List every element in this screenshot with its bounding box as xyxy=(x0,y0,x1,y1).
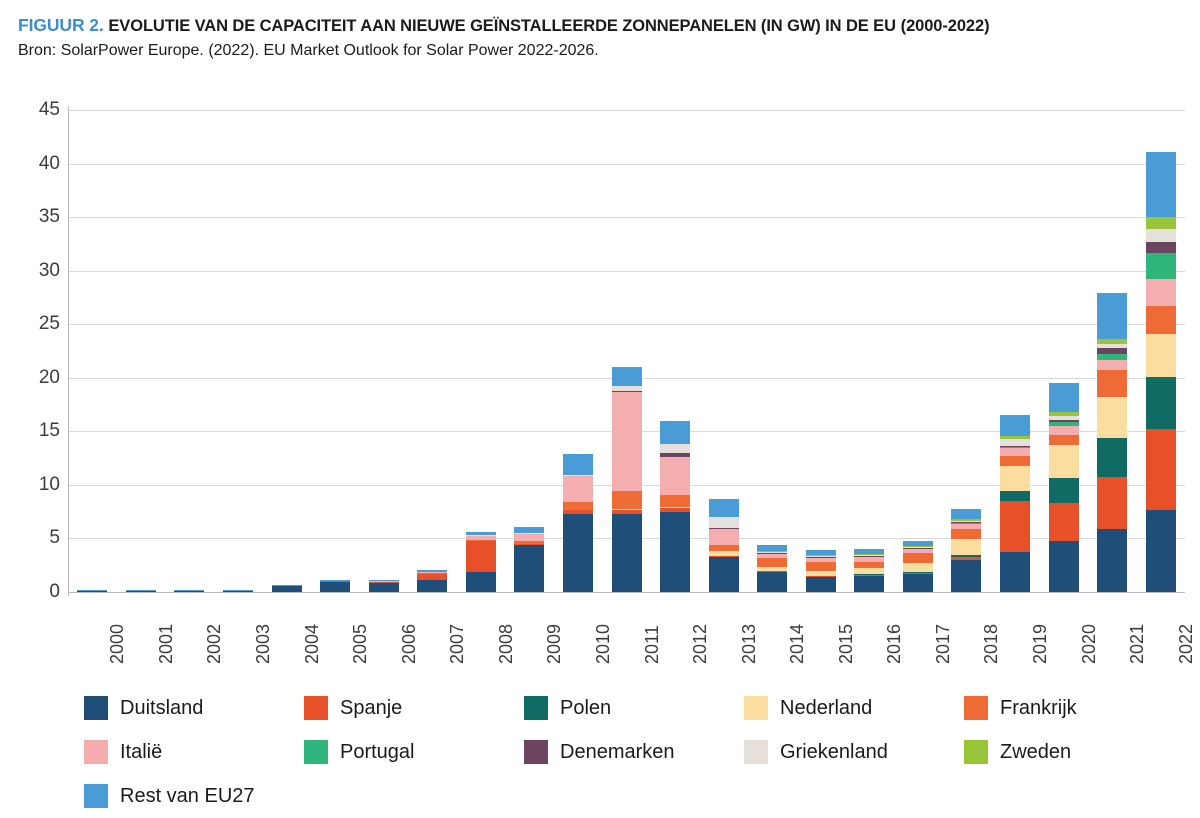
x-tick-2014: 2014 xyxy=(787,623,808,664)
y-tick-25: 25 xyxy=(38,313,60,335)
bar-segment-frankrijk-2010 xyxy=(563,502,593,509)
bar-segment-nederland-2018 xyxy=(951,539,981,555)
legend-swatch-icon xyxy=(744,696,768,720)
bar-segment-rest-van-eu27-2018 xyxy=(951,509,981,519)
legend-item-nederland[interactable] xyxy=(744,686,964,730)
bar-segment-polen-2022 xyxy=(1146,377,1176,429)
legend-swatch-icon xyxy=(84,696,108,720)
bar-segment-itali--2010 xyxy=(563,476,593,502)
bar-segment-spanje-2008 xyxy=(466,541,496,572)
legend-swatch-icon xyxy=(524,696,548,720)
legend-swatch-icon xyxy=(964,696,988,720)
bar-segment-nederland-2019 xyxy=(1000,466,1030,492)
bar-segment-rest-van-eu27-2010 xyxy=(563,454,593,474)
legend-label: Rest van EU27 xyxy=(120,784,255,807)
bar-segment-spanje-2020 xyxy=(1049,503,1079,540)
x-tick-2019: 2019 xyxy=(1030,623,1051,664)
x-tick-2004: 2004 xyxy=(301,623,322,664)
bar-segment-frankrijk-2011 xyxy=(612,491,642,508)
bar-segment-duitsland-2011 xyxy=(612,514,642,592)
bar-column-2014 xyxy=(757,545,787,592)
legend-label: Italië xyxy=(120,740,163,763)
legend-item-duitsland[interactable] xyxy=(84,686,304,730)
bar-column-2020 xyxy=(1049,383,1079,592)
bar-segment-frankrijk-2012 xyxy=(660,495,690,507)
bar-segment-frankrijk-2020 xyxy=(1049,435,1079,446)
bar-segment-itali--2013 xyxy=(709,529,739,545)
bar-column-2013 xyxy=(709,499,739,592)
bar-column-2001 xyxy=(126,590,156,592)
bar-segment-rest-van-eu27-2013 xyxy=(709,499,739,517)
legend-label: Portugal xyxy=(340,740,415,763)
x-tick-2011: 2011 xyxy=(641,625,662,664)
bar-column-2018 xyxy=(951,509,981,592)
y-tick-35: 35 xyxy=(38,206,60,228)
bar-segment-duitsland-2003 xyxy=(223,591,253,592)
bar-segment-itali--2012 xyxy=(660,457,690,496)
bar-column-2016 xyxy=(854,549,884,592)
bar-segment-itali--2021 xyxy=(1097,360,1127,370)
bar-column-2004 xyxy=(272,585,302,592)
legend-label: Polen xyxy=(560,696,612,719)
legend-swatch-icon xyxy=(84,784,108,808)
legend-item-polen[interactable] xyxy=(524,686,744,730)
bar-segment-duitsland-2005 xyxy=(320,582,350,592)
legend-item-portugal[interactable] xyxy=(304,730,524,774)
bar-segment-duitsland-2014 xyxy=(757,572,787,592)
legend-item-spanje[interactable] xyxy=(304,686,524,730)
bar-segment-duitsland-2010 xyxy=(563,514,593,592)
bar-segment-duitsland-2018 xyxy=(951,560,981,592)
bar-segment-itali--2022 xyxy=(1146,279,1176,306)
legend-swatch-icon xyxy=(84,740,108,764)
bar-segment-frankrijk-2022 xyxy=(1146,306,1176,334)
bar-segment-rest-van-eu27-2020 xyxy=(1049,383,1079,412)
bar-column-2002 xyxy=(174,590,204,592)
bar-segment-griekenland-2022 xyxy=(1146,229,1176,242)
bar-column-2000 xyxy=(77,590,107,592)
bar-segment-nederland-2021 xyxy=(1097,397,1127,438)
bar-segment-duitsland-2007 xyxy=(417,580,447,592)
bar-segment-itali--2011 xyxy=(612,392,642,492)
bar-segment-denemarken-2022 xyxy=(1146,242,1176,253)
bar-segment-rest-van-eu27-2011 xyxy=(612,367,642,386)
legend-label: Griekenland xyxy=(780,740,888,763)
bar-segment-polen-2021 xyxy=(1097,438,1127,478)
x-tick-2015: 2015 xyxy=(835,623,856,664)
legend-swatch-icon xyxy=(524,740,548,764)
legend-swatch-icon xyxy=(304,740,328,764)
bar-segment-nederland-2022 xyxy=(1146,334,1176,377)
bar-segment-nederland-2020 xyxy=(1049,445,1079,478)
figure-source: Bron: SolarPower Europe. (2022). EU Market Outlook for Solar Power 2022-2026. xyxy=(18,42,599,59)
legend-swatch-icon xyxy=(304,696,328,720)
bar-segment-frankrijk-2018 xyxy=(951,529,981,539)
bar-segment-zweden-2022 xyxy=(1146,217,1176,229)
bar-column-2003 xyxy=(223,590,253,592)
bar-segment-itali--2020 xyxy=(1049,426,1079,435)
bar-column-2015 xyxy=(806,550,836,592)
y-tick-0: 0 xyxy=(49,581,60,602)
bar-segment-duitsland-2019 xyxy=(1000,552,1030,592)
legend-swatch-icon xyxy=(744,740,768,764)
legend-item-frankrijk[interactable] xyxy=(964,686,1184,730)
x-tick-2009: 2009 xyxy=(544,623,565,664)
bar-segment-duitsland-2021 xyxy=(1097,529,1127,592)
bar-segment-rest-van-eu27-2022 xyxy=(1146,152,1176,217)
y-tick-40: 40 xyxy=(38,152,60,174)
bar-segment-itali--2009 xyxy=(514,534,544,541)
x-tick-2001: 2001 xyxy=(155,623,176,664)
bar-segment-duitsland-2015 xyxy=(806,577,836,592)
bar-segment-spanje-2022 xyxy=(1146,429,1176,509)
figure-title-years: (2000-2022) xyxy=(900,17,990,35)
bar-column-2010 xyxy=(563,454,593,592)
x-tick-2022: 2022 xyxy=(1175,623,1196,664)
legend-label: Spanje xyxy=(340,696,403,719)
bar-segment-portugal-2022 xyxy=(1146,253,1176,280)
y-tick-30: 30 xyxy=(38,259,60,281)
chart-legend xyxy=(84,686,1194,818)
bar-column-2008 xyxy=(466,532,496,592)
x-tick-2007: 2007 xyxy=(447,623,468,664)
bar-column-2017 xyxy=(903,541,933,592)
x-tick-2021: 2021 xyxy=(1127,623,1148,664)
bar-segment-itali--2019 xyxy=(1000,448,1030,456)
bar-column-2006 xyxy=(369,580,399,592)
y-tick-45: 45 xyxy=(38,99,60,120)
bar-column-2019 xyxy=(1000,415,1030,592)
bar-segment-frankrijk-2021 xyxy=(1097,370,1127,397)
bar-segment-polen-2019 xyxy=(1000,491,1030,501)
x-tick-2012: 2012 xyxy=(690,623,711,664)
bar-segment-frankrijk-2017 xyxy=(903,553,933,563)
legend-item-itali-[interactable] xyxy=(84,730,304,774)
x-tick-2017: 2017 xyxy=(932,623,953,664)
bar-segment-rest-van-eu27-2012 xyxy=(660,421,690,443)
bar-column-2021 xyxy=(1097,293,1127,592)
bar-series-container xyxy=(68,96,1185,596)
bar-segment-rest-van-eu27-2019 xyxy=(1000,415,1030,436)
figure-title-text: EVOLUTIE VAN DE CAPACITEIT AAN NIEUWE GEÏNSTALLEERDE ZONNEPANELEN (IN GW) IN DE EU xyxy=(108,17,896,35)
bar-column-2011 xyxy=(612,367,642,592)
x-tick-2020: 2020 xyxy=(1078,623,1099,664)
legend-label: Denemarken xyxy=(560,740,675,763)
bar-segment-duitsland-2000 xyxy=(77,591,107,592)
bar-segment-nederland-2017 xyxy=(903,563,933,572)
y-tick-15: 15 xyxy=(38,420,60,442)
bar-segment-polen-2020 xyxy=(1049,478,1079,503)
x-tick-2016: 2016 xyxy=(884,623,905,664)
figure-number: FIGUUR 2. xyxy=(18,15,104,35)
x-tick-2005: 2005 xyxy=(350,623,371,664)
y-axis-tick-labels xyxy=(0,96,60,616)
bar-segment-duitsland-2020 xyxy=(1049,541,1079,592)
bar-segment-duitsland-2012 xyxy=(660,512,690,592)
legend-item-zweden[interactable] xyxy=(964,730,1184,774)
x-tick-2018: 2018 xyxy=(981,623,1002,664)
x-tick-2013: 2013 xyxy=(738,623,759,664)
bar-column-2007 xyxy=(417,570,447,592)
legend-item-denemarken[interactable] xyxy=(524,730,744,774)
bar-segment-spanje-2021 xyxy=(1097,477,1127,528)
y-tick-5: 5 xyxy=(49,527,60,549)
chart-plot-area xyxy=(0,96,1200,664)
bar-segment-duitsland-2017 xyxy=(903,574,933,592)
x-tick-2002: 2002 xyxy=(204,623,225,664)
bar-segment-duitsland-2008 xyxy=(466,572,496,592)
x-tick-2010: 2010 xyxy=(592,623,613,664)
legend-swatch-icon xyxy=(964,740,988,764)
x-tick-2006: 2006 xyxy=(398,623,419,664)
figure-title xyxy=(18,14,1188,37)
bar-segment-frankrijk-2015 xyxy=(806,562,836,572)
bar-segment-rest-van-eu27-2021 xyxy=(1097,293,1127,339)
legend-label: Frankrijk xyxy=(1000,696,1077,719)
x-tick-2000: 2000 xyxy=(107,623,128,664)
legend-label: Duitsland xyxy=(120,696,204,719)
y-tick-10: 10 xyxy=(38,473,60,495)
legend-item-griekenland[interactable] xyxy=(744,730,964,774)
legend-item-rest-van-eu27[interactable] xyxy=(84,774,304,818)
bar-segment-spanje-2019 xyxy=(1000,501,1030,552)
x-tick-2008: 2008 xyxy=(495,623,516,664)
bar-segment-frankrijk-2019 xyxy=(1000,456,1030,466)
bar-column-2005 xyxy=(320,580,350,592)
bar-segment-duitsland-2022 xyxy=(1146,510,1176,592)
y-tick-20: 20 xyxy=(38,366,60,388)
bar-segment-duitsland-2002 xyxy=(174,591,204,592)
bar-column-2022 xyxy=(1146,152,1176,592)
bar-segment-duitsland-2016 xyxy=(854,576,884,592)
bar-column-2009 xyxy=(514,527,544,592)
bar-segment-duitsland-2004 xyxy=(272,586,302,592)
bar-segment-duitsland-2006 xyxy=(369,583,399,592)
bar-segment-griekenland-2013 xyxy=(709,517,739,528)
bar-segment-griekenland-2012 xyxy=(660,444,690,454)
bar-segment-frankrijk-2014 xyxy=(757,558,787,568)
bar-segment-duitsland-2013 xyxy=(709,557,739,592)
bar-column-2012 xyxy=(660,421,690,592)
bar-segment-duitsland-2009 xyxy=(514,545,544,592)
figure-header xyxy=(18,14,1188,60)
legend-label: Zweden xyxy=(1000,740,1072,763)
x-tick-2003: 2003 xyxy=(252,623,273,664)
bar-segment-duitsland-2001 xyxy=(126,591,156,592)
legend-label: Nederland xyxy=(780,696,873,719)
